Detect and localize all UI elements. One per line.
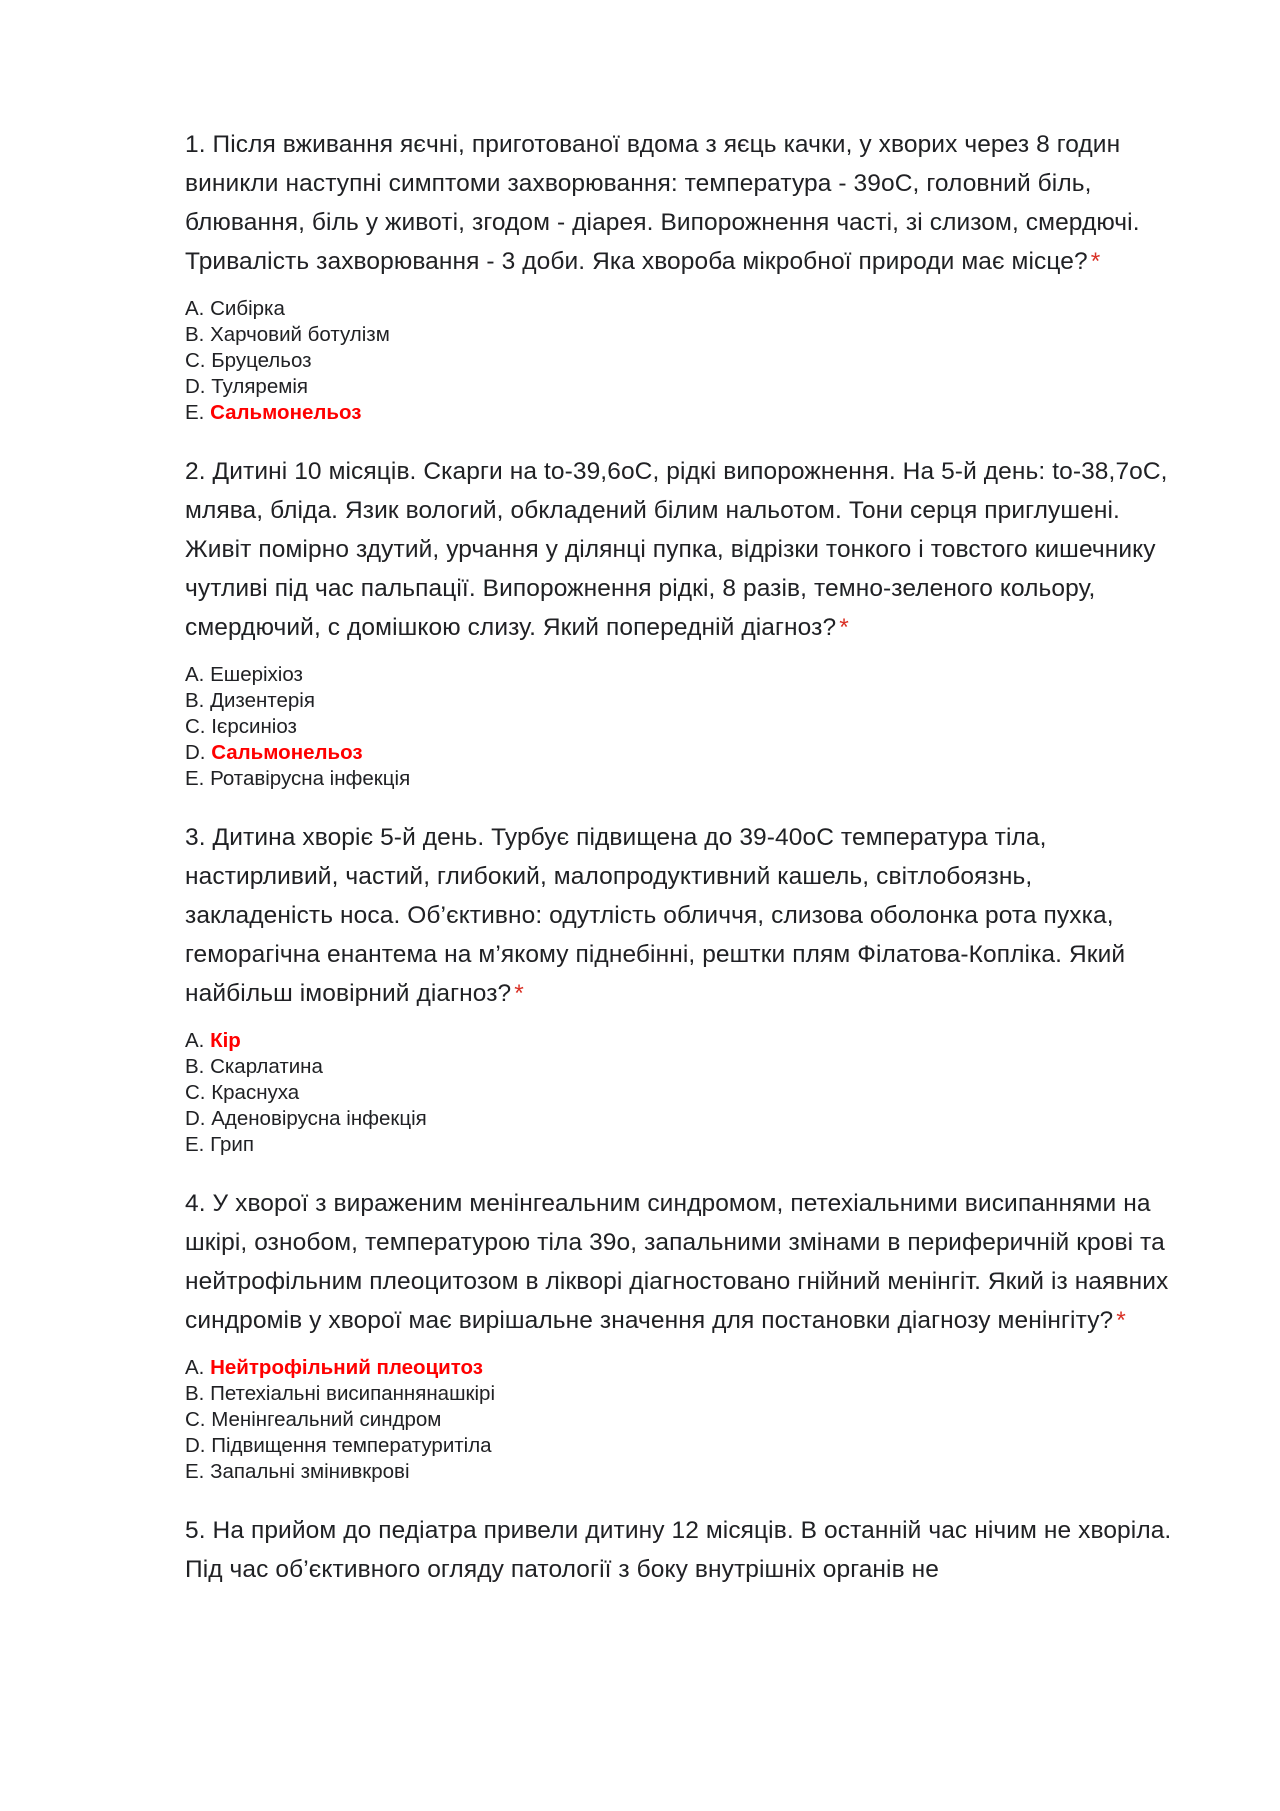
option-a-correct: A. Кір [185,1029,241,1052]
option-b: B. Петехіальні висипаннянашкірі [185,1382,495,1405]
option-a: A. Ешеріхіоз [185,663,303,686]
option-a: A. Сибірка [185,297,285,320]
option-c: C. Краснуха [185,1081,300,1104]
question-text [185,452,1180,647]
question-2 [185,452,1180,792]
required-asterisk: * [839,614,849,641]
question-1 [185,125,1180,426]
required-asterisk: * [514,980,524,1007]
option-d: D. Підвищення температуритіла [185,1434,492,1457]
answer-options [185,662,1180,792]
answer-options [185,296,1180,426]
question-4 [185,1184,1180,1485]
answer-options [185,1355,1180,1485]
question-5 [185,1511,1180,1589]
option-c: C. Бруцельоз [185,349,312,372]
question-text [185,1184,1180,1340]
question-text [185,125,1180,281]
option-e: E. Грип [185,1133,254,1156]
option-b: B. Скарлатина [185,1055,323,1078]
option-d-correct: D. Сальмонельоз [185,741,363,764]
option-b: B. Харчовий ботулізм [185,323,390,346]
option-e: E. Ротавірусна інфекція [185,767,411,790]
option-b: B. Дизентерія [185,689,315,712]
option-c: C. Ієрсиніоз [185,715,297,738]
option-e: E. Запальні змінивкрові [185,1460,410,1483]
question-5-text: 5. На прийом до педіатра привели дитину 12 місяців. В останній час нічим не хворіла. Під час об’єктивного огляду патології з боку внутрішніх органів не [185,1517,1172,1583]
required-asterisk: * [1090,248,1101,275]
required-asterisk: * [1116,1307,1126,1334]
question-4-text: 4. У хворої з вираженим менінгеальним синдромом, петехіальними висипаннями на шкірі, ознобом, температурою тіла 39о, запальними змінами в периферичній крові та нейтрофільним плеоцитозом в ліквoрі діагностовано гнійний менінгіт. Який із наявних синдромів у хворої має вирішальне значення для постановки діагнозу менінгіту? [185,1190,1169,1334]
option-e-correct: E. Сальмонельоз [185,401,362,424]
option-c: C. Менінгеальний синдром [185,1408,442,1431]
question-text [185,818,1180,1013]
question-1-text: 1. Після вживання яєчні, приготованої вдома з яєць качки, у хворих через 8 годин виникли наступні симптоми захворювання: температура - 39оС, головний біль, блювання, біль у животі, згодом - діарея. Випорожнення часті, зі слизом, смердючі. Тривалість захворювання - 3 доби. Яка хвороба мікробної природи має місце? [185,131,1140,275]
option-d: D. Аденовірусна інфекція [185,1107,427,1130]
question-text [185,1511,1180,1589]
question-3-text: 3. Дитина хворіє 5-й день. Турбує підвищена до 39-40оС температура тіла, настирливий, частий, глибокий, малопродуктивний кашель, світлобоязнь, закладеність носа. Об’єктивно: одутлість обличчя, слизова оболонка рота пухка, геморагічна енантема на м’якому піднебінні, рештки плям Філатова-Копліка. Який найбільш імовірний діагноз? [185,824,1126,1007]
option-a-correct: A. Нейтрофільний плеоцитоз [185,1356,483,1379]
answer-options [185,1028,1180,1158]
question-3 [185,818,1180,1158]
question-2-text: 2. Дитині 10 місяців. Скарги на to-39,6оС, рідкі випорожнення. На 5-й день: to-38,7оС, млява, бліда. Язик вологий, обкладений білим нальотом. Тони серця приглушені. Живіт помірно здутий, урчання у ділянці пупка, відрізки тонкого і товстого кишечнику чутливі під час пальпації. Випорожнення рідкі, 8 разів, темно-зеленого кольору, смердючий, с домішкою слизу. Який попередній діагноз? [185,458,1168,641]
option-d: D. Туляремія [185,375,308,398]
